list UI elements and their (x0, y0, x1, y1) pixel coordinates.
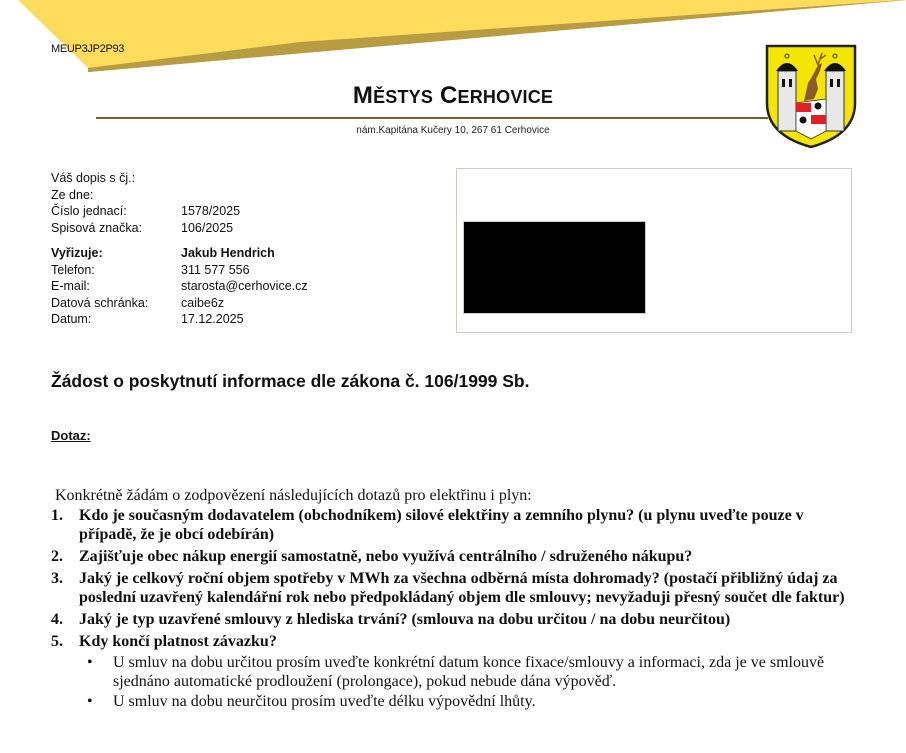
meta-row-data-box (51, 295, 308, 312)
organization-title (0, 82, 906, 110)
sub-point-item (79, 692, 861, 711)
meta-value: starosta@cerhovice.cz (181, 279, 308, 293)
question-item (51, 632, 861, 712)
meta-value: 17.12.2025 (181, 312, 244, 326)
meta-label: Vyřizuje: (51, 246, 103, 260)
meta-value: caibe6z (181, 295, 225, 310)
meta-row-your-letter (51, 170, 308, 187)
question-text: Jaký je typ uzavřené smlouvy z hlediska trvání? (smlouva na dobu určitou / na dobu neurčitou) (79, 611, 731, 628)
reference-block (51, 170, 308, 328)
question-number: 4. (51, 611, 63, 628)
sub-point-text: U smluv na dobu neurčitou prosím uveďte délku výpovědní lhůty. (113, 693, 536, 710)
meta-spacer (51, 236, 308, 245)
meta-row-date-of (51, 187, 308, 204)
sub-point-text: U smluv na dobu určitou prosím uveďte konkrétní datum konce fixace/smlouvy a informaci, zda je ve smlouvě sjednáno automatické prodloužení (prolongace), pokud nebude dána výpověď. (113, 654, 825, 690)
question-text: Zajišťuje obec nákup energií samostatně, nebo využívá centrálního / sdruženého nákupu? (79, 548, 693, 565)
meta-label: E-mail: (51, 279, 90, 293)
meta-row-file-mark (51, 220, 308, 237)
meta-row-reference-number (51, 203, 308, 220)
question-number: 3. (51, 570, 63, 587)
meta-value: 311 577 556 (181, 262, 250, 277)
meta-value: 106/2025 (181, 220, 234, 235)
meta-label: Číslo jednací: (51, 204, 127, 218)
meta-label: Datum: (51, 312, 92, 326)
meta-row-email (51, 278, 308, 295)
document-subject: Žádost o poskytnutí informace dle zákona č. 106/1999 Sb. (51, 371, 530, 391)
meta-row-date (51, 311, 308, 328)
bullet-icon: • (87, 693, 93, 710)
question-item (51, 610, 861, 629)
meta-label: Telefon: (51, 262, 95, 277)
sub-point-list (79, 653, 861, 711)
meta-label: Ze dne: (51, 187, 94, 202)
query-heading: Dotaz: (51, 428, 91, 443)
meta-label: Váš dopis s čj.: (51, 171, 136, 185)
meta-row-phone (51, 262, 308, 279)
question-item (51, 547, 861, 566)
meta-label: Spisová značka: (51, 220, 143, 235)
meta-label: Datová schránka: (51, 295, 149, 310)
meta-value: Jakub Hendrich (181, 246, 275, 260)
question-item (51, 569, 861, 607)
meta-row-handled-by (51, 245, 308, 262)
question-text: Kdo je současným dodavatelem (obchodníkem) silové elektřiny a zemního plynu? (u plynu uveďte pouze v případě, že je obcí odebírán) (79, 507, 804, 543)
document-id: MEUP3JP2P93 (51, 43, 125, 55)
title-initial-1: M (352, 82, 374, 109)
request-body (51, 486, 861, 715)
sub-point-item (79, 653, 861, 691)
question-item (51, 506, 861, 544)
meta-value: 1578/2025 (181, 204, 241, 218)
organization-address: nám.Kapitána Kučery 10, 267 61 Cerhovice (356, 125, 550, 136)
question-text: Kdy končí platnost závazku? (79, 633, 277, 650)
title-rest-1: ĚSTYS (373, 87, 434, 107)
question-number: 1. (51, 507, 63, 524)
title-rest-2: ERHOVICE (457, 87, 554, 107)
question-list (51, 506, 861, 712)
header-divider (96, 117, 768, 119)
question-number: 5. (51, 633, 63, 650)
redacted-recipient-address (463, 221, 646, 314)
question-text: Jaký je celkový roční objem spotřeby v MWh za všechna odběrná místa dohromady? (postačí přibližný údaj za poslední uzavřený kalendářní rok nebo předpokládaný objem dle smlouvy; nevyžaduji přesný součet dle faktur) (79, 570, 845, 606)
intro-text: Konkrétně žádám o zodpovězení následujících dotazů pro elektřinu i plyn: (55, 487, 532, 504)
question-number: 2. (51, 548, 63, 565)
question-content (79, 632, 861, 712)
bullet-icon: • (87, 654, 93, 671)
title-initial-2: C (439, 82, 458, 109)
